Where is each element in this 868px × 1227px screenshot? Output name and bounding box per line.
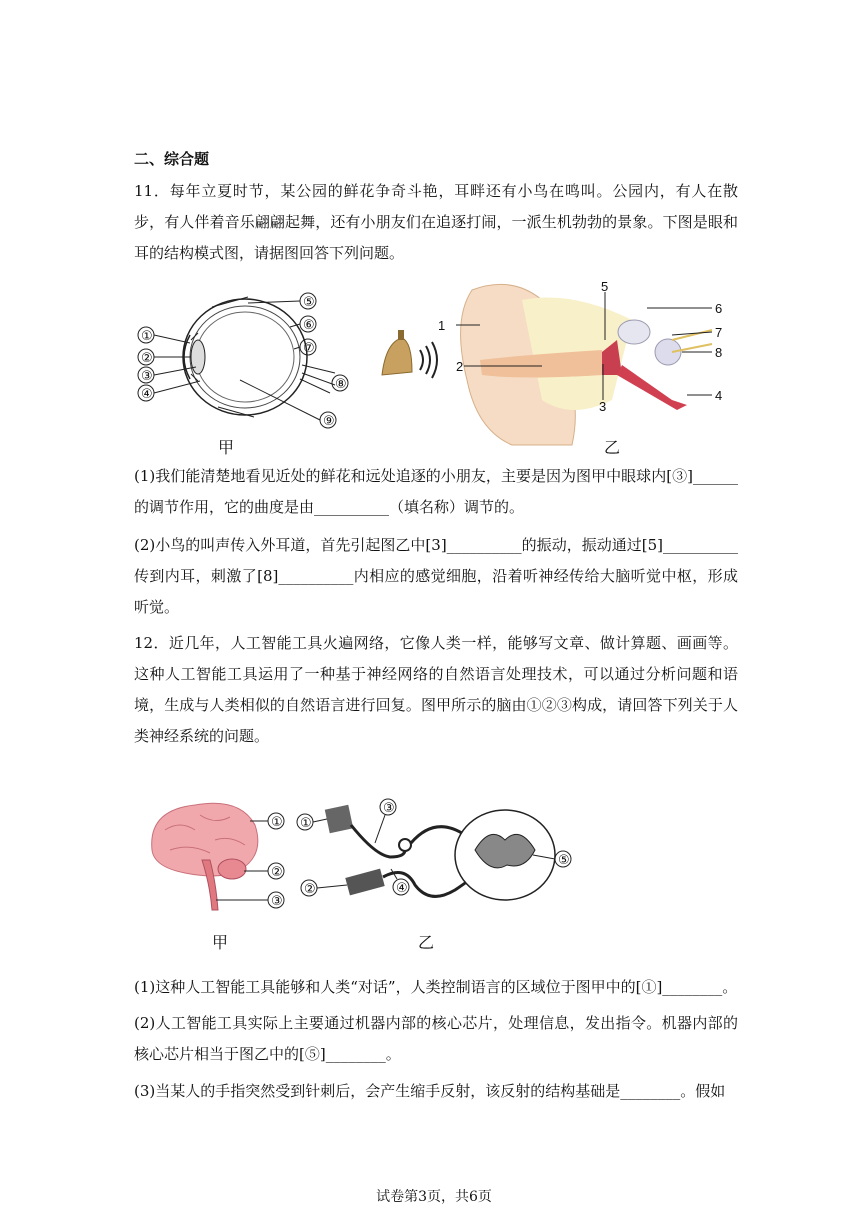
question-11-sub2: (2)小鸟的叫声传入外耳道，首先引起图乙中[3]__________的振动，振动通过[5]__________传到内耳，刺激了[8]__________内相应的感觉细胞，沿着听神经传给大脑听觉中枢，形成听觉。 [134, 536, 738, 616]
reflex-arc-diagram [295, 795, 585, 920]
ear-diagram [372, 280, 742, 450]
page-footer: 试卷第3页，共6页 [376, 1189, 492, 1205]
svg-text:2: 2 [456, 359, 464, 374]
caption-brain: 甲 [212, 933, 229, 952]
svg-text:7: 7 [715, 325, 723, 340]
svg-text:⑦: ⑦ [303, 340, 315, 355]
svg-text:②: ② [304, 881, 316, 896]
question-11-intro: 11．每年立夏时节，某公园的鲜花争奇斗艳，耳畔还有小鸟在鸣叫。公园内，有人在散步，有人伴着音乐翩翩起舞，还有小朋友们在追逐打闹，一派生机勃勃的景象。下图是眼和耳的结构模式图，请据图回答下列问题。 [134, 182, 738, 262]
svg-text:③: ③ [271, 893, 283, 908]
brain-diagram [140, 795, 300, 925]
svg-text:①: ① [141, 328, 153, 343]
svg-text:④: ④ [141, 386, 153, 401]
svg-text:①: ① [271, 814, 283, 829]
section-title: 二、综合题 [134, 150, 210, 168]
svg-text:①: ① [300, 815, 312, 830]
caption-ear: 乙 [604, 438, 621, 457]
caption-eye: 甲 [218, 438, 235, 457]
svg-text:3: 3 [599, 399, 607, 414]
svg-text:6: 6 [715, 301, 723, 316]
svg-text:⑧: ⑧ [335, 376, 347, 391]
eye-diagram [130, 285, 360, 435]
question-12-sub2: (2)人工智能工具实际上主要通过机器内部的核心芯片，处理信息，发出指令。机器内部的核心芯片相当于图乙中的[⑤]________。 [134, 1014, 738, 1063]
svg-text:⑨: ⑨ [323, 413, 335, 428]
question-11-sub1: (1)我们能清楚地看见近处的鲜花和远处追逐的小朋友，主要是因为图甲中眼球内[③]______的调节作用，它的曲度是由__________（填名称）调节的。 [134, 467, 738, 516]
svg-text:4: 4 [715, 388, 723, 403]
svg-text:②: ② [271, 864, 283, 879]
question-12-intro: 12．近几年，人工智能工具火遍网络，它像人类一样，能够写文章、做计算题、画画等。这种人工智能工具运用了一种基于神经网络的自然语言处理技术，可以通过分析问题和语境，生成与人类相似的自然语言进行回复。图甲所示的脑由①②③构成，请回答下列关于人类神经系统的问题。 [134, 634, 738, 745]
svg-text:5: 5 [601, 280, 609, 294]
caption-reflex: 乙 [418, 933, 435, 952]
svg-text:③: ③ [141, 368, 153, 383]
svg-text:8: 8 [715, 345, 723, 360]
svg-text:②: ② [141, 350, 153, 365]
question-12-sub1: (1)这种人工智能工具能够和人类“对话”，人类控制语言的区域位于图甲中的[①]________。 [134, 978, 738, 996]
svg-text:⑥: ⑥ [303, 317, 315, 332]
svg-text:⑤: ⑤ [558, 852, 570, 867]
svg-text:⑤: ⑤ [303, 294, 315, 309]
svg-text:1: 1 [438, 318, 446, 333]
svg-text:④: ④ [396, 880, 408, 895]
bell-icon [382, 330, 437, 378]
svg-text:③: ③ [383, 800, 395, 815]
question-12-sub3: (3)当某人的手指突然受到针刺后，会产生缩手反射，该反射的结构基础是________。假如 [134, 1082, 726, 1100]
